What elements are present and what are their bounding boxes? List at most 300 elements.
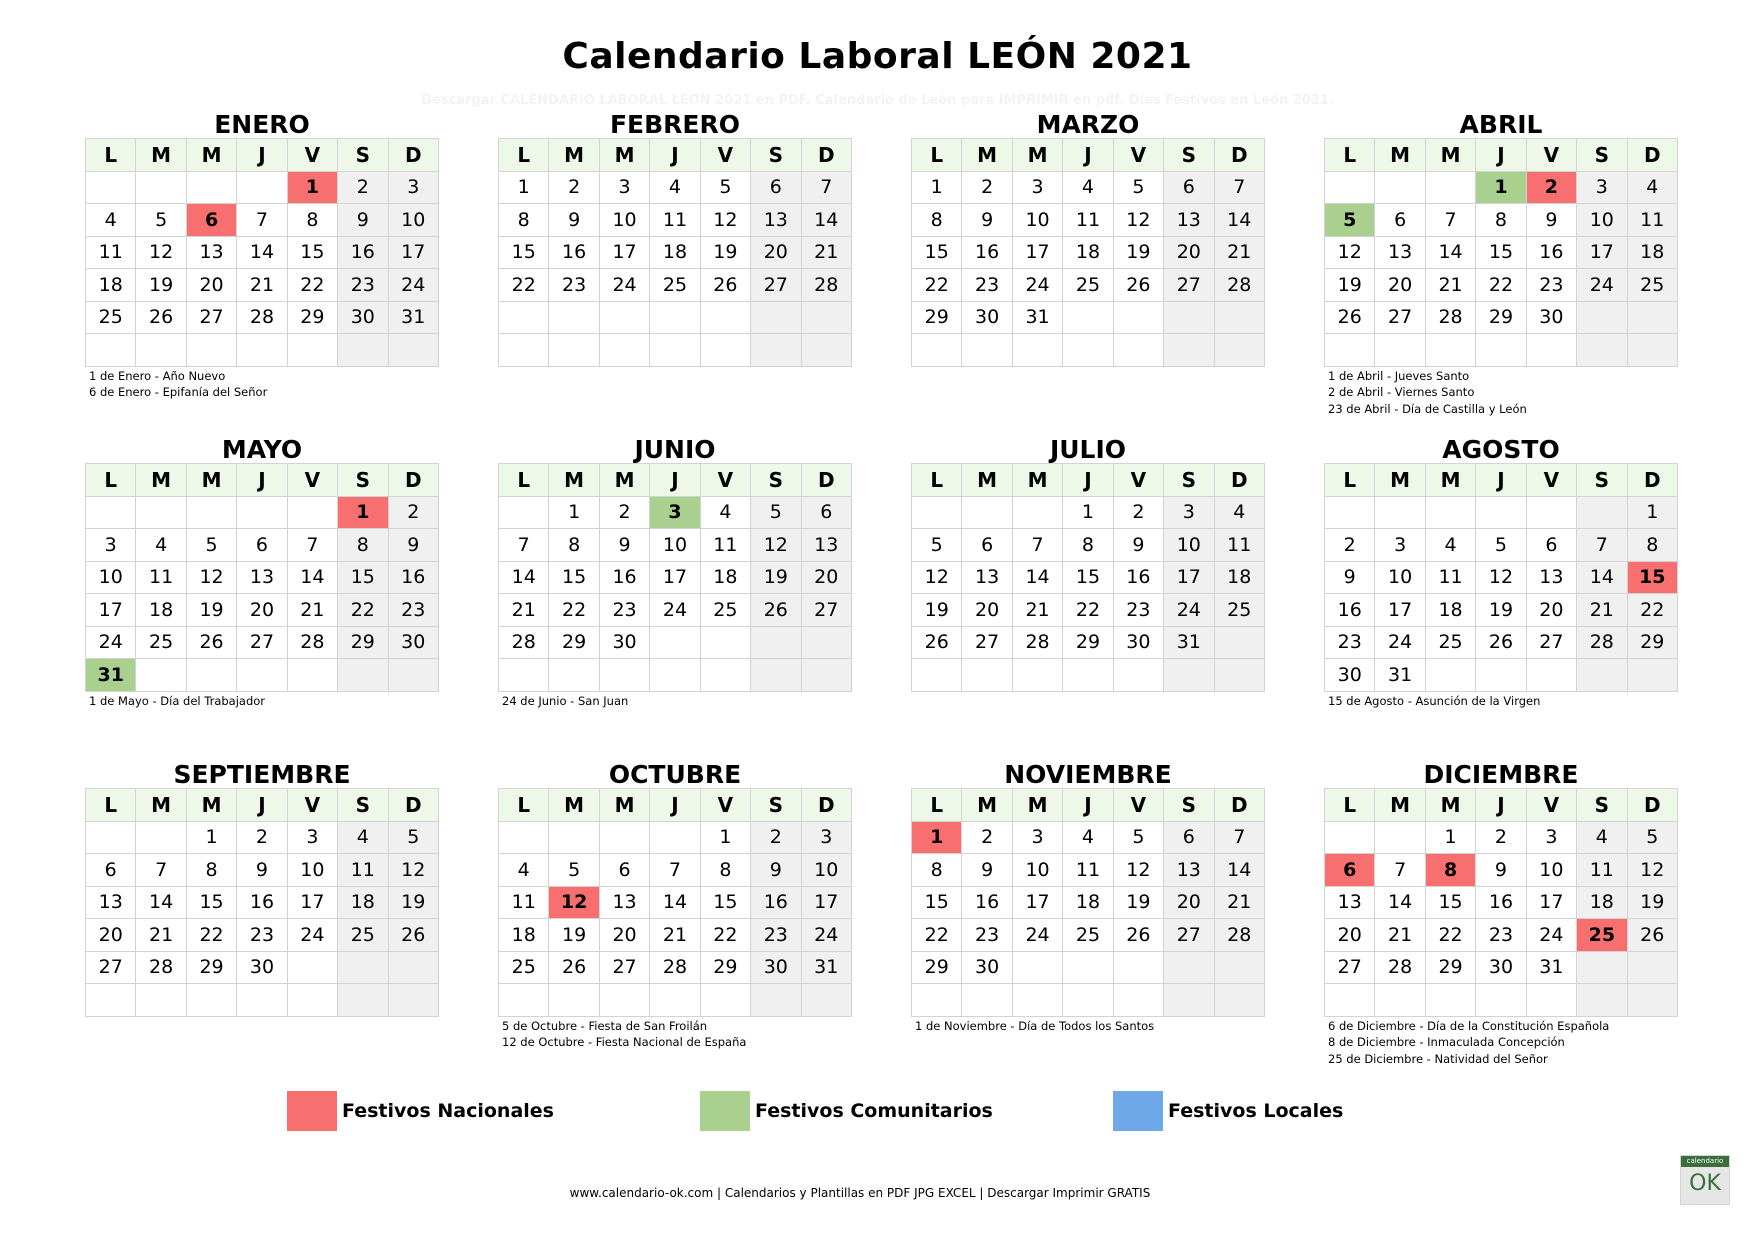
weekday-header: S: [1577, 789, 1627, 822]
holiday-notes: [498, 1018, 852, 1051]
day-cell: 8: [912, 854, 962, 887]
weekday-header: L: [1325, 139, 1375, 172]
day-cell: 1: [186, 821, 236, 854]
day-cell: 26: [1113, 919, 1163, 952]
month-table: [85, 463, 439, 692]
weekday-header: V: [1113, 789, 1163, 822]
week-row: [499, 919, 852, 952]
week-row: [1325, 236, 1678, 269]
empty-cell: [751, 334, 801, 367]
day-cell: 20: [1164, 236, 1214, 269]
week-row: [912, 659, 1265, 692]
week-row: [86, 626, 439, 659]
empty-cell: [1577, 301, 1627, 334]
day-cell: 11: [499, 886, 549, 919]
week-row: [1325, 659, 1678, 692]
holiday-note: 5 de Octubre - Fiesta de San Froilán: [502, 1018, 708, 1033]
day-cell: 6: [1375, 204, 1425, 237]
day-cell: 21: [1375, 919, 1425, 952]
day-cell: 28: [650, 951, 700, 984]
day-cell: 31: [801, 951, 851, 984]
day-cell: 30: [962, 951, 1012, 984]
day-cell: 27: [1526, 626, 1576, 659]
day-cell: 17: [1164, 561, 1214, 594]
day-cell: 25: [499, 951, 549, 984]
week-row: [499, 821, 852, 854]
day-cell: 21: [1577, 594, 1627, 627]
weekday-header: S: [1164, 464, 1214, 497]
weekday-header: V: [700, 464, 750, 497]
day-cell: 2: [962, 171, 1012, 204]
day-cell: 27: [801, 594, 851, 627]
week-row: [86, 951, 439, 984]
empty-cell: [186, 171, 236, 204]
week-row: [912, 529, 1265, 562]
weekday-header: S: [751, 139, 801, 172]
day-cell: 27: [962, 626, 1012, 659]
weekday-header: J: [650, 464, 700, 497]
week-row: [86, 171, 439, 204]
weekday-header: L: [86, 139, 136, 172]
day-cell: 14: [136, 886, 186, 919]
day-cell: 18: [86, 269, 136, 302]
weekday-header: V: [1113, 464, 1163, 497]
empty-cell: [1214, 334, 1264, 367]
day-cell: 18: [1425, 594, 1475, 627]
day-cell: 24: [1164, 594, 1214, 627]
week-row: [499, 561, 852, 594]
holiday-day-cell: 12: [549, 886, 599, 919]
day-cell: 14: [287, 561, 337, 594]
day-cell: 6: [962, 529, 1012, 562]
empty-cell: [801, 334, 851, 367]
weekday-header: L: [1325, 464, 1375, 497]
day-cell: 6: [1526, 529, 1576, 562]
day-cell: 9: [599, 529, 649, 562]
empty-cell: [1476, 496, 1526, 529]
week-row: [499, 171, 852, 204]
day-cell: 4: [1214, 496, 1264, 529]
day-cell: 14: [1214, 854, 1264, 887]
weekday-header: M: [599, 464, 649, 497]
day-cell: 20: [1526, 594, 1576, 627]
day-cell: 13: [1375, 236, 1425, 269]
empty-cell: [1214, 626, 1264, 659]
day-cell: 12: [388, 854, 438, 887]
day-cell: 25: [1425, 626, 1475, 659]
day-cell: 13: [237, 561, 287, 594]
day-cell: 4: [136, 529, 186, 562]
empty-cell: [549, 821, 599, 854]
day-cell: 20: [599, 919, 649, 952]
month-table: [911, 138, 1265, 367]
empty-cell: [1577, 951, 1627, 984]
day-cell: 27: [86, 951, 136, 984]
week-row: [912, 951, 1265, 984]
day-cell: 30: [1476, 951, 1526, 984]
weekday-header-row: [1325, 789, 1678, 822]
empty-cell: [1164, 301, 1214, 334]
day-cell: 21: [1012, 594, 1062, 627]
holiday-note: 15 de Agosto - Asunción de la Virgen: [1328, 693, 1541, 708]
day-cell: 13: [1325, 886, 1375, 919]
day-cell: 28: [1425, 301, 1475, 334]
day-cell: 5: [1476, 529, 1526, 562]
empty-cell: [1577, 496, 1627, 529]
empty-cell: [1113, 984, 1163, 1017]
weekday-header: V: [1113, 139, 1163, 172]
day-cell: 29: [700, 951, 750, 984]
day-cell: 30: [962, 301, 1012, 334]
day-cell: 20: [751, 236, 801, 269]
holiday-note: 1 de Noviembre - Día de Todos los Santos: [915, 1018, 1155, 1033]
weekday-header: V: [700, 139, 750, 172]
empty-cell: [599, 301, 649, 334]
empty-cell: [700, 984, 750, 1017]
month-name: DICIEMBRE: [1423, 760, 1579, 789]
month-table: [85, 138, 439, 367]
weekday-header: V: [287, 139, 337, 172]
legend-label-locales: Festivos Locales: [1168, 1100, 1344, 1122]
empty-cell: [650, 984, 700, 1017]
month-mayo: [85, 435, 439, 709]
day-cell: 11: [1577, 854, 1627, 887]
day-cell: 25: [136, 626, 186, 659]
weekday-header: V: [1526, 464, 1576, 497]
weekday-header: J: [237, 464, 287, 497]
day-cell: 10: [388, 204, 438, 237]
day-cell: 20: [1375, 269, 1425, 302]
empty-cell: [1113, 659, 1163, 692]
empty-cell: [338, 984, 388, 1017]
holiday-note: 8 de Diciembre - Inmaculada Concepción: [1328, 1035, 1565, 1049]
day-cell: 16: [751, 886, 801, 919]
day-cell: 12: [1476, 561, 1526, 594]
month-name: NOVIEMBRE: [1004, 760, 1172, 789]
day-cell: 20: [801, 561, 851, 594]
empty-cell: [1164, 659, 1214, 692]
day-cell: 5: [1627, 821, 1677, 854]
day-cell: 11: [86, 236, 136, 269]
day-cell: 17: [650, 561, 700, 594]
day-cell: 10: [1577, 204, 1627, 237]
day-cell: 4: [499, 854, 549, 887]
day-cell: 6: [1164, 171, 1214, 204]
empty-cell: [287, 334, 337, 367]
day-cell: 15: [186, 886, 236, 919]
day-cell: 15: [700, 886, 750, 919]
day-cell: 8: [499, 204, 549, 237]
day-cell: 19: [751, 561, 801, 594]
day-cell: 9: [549, 204, 599, 237]
day-cell: 27: [1325, 951, 1375, 984]
day-cell: 26: [751, 594, 801, 627]
week-row: [86, 236, 439, 269]
day-cell: 28: [801, 269, 851, 302]
day-cell: 5: [912, 529, 962, 562]
week-row: [499, 334, 852, 367]
day-cell: 12: [1113, 204, 1163, 237]
day-cell: 5: [388, 821, 438, 854]
day-cell: 18: [1627, 236, 1677, 269]
week-row: [499, 204, 852, 237]
holiday-note: 6 de Diciembre - Día de la Constitución Española: [1328, 1018, 1610, 1033]
empty-cell: [962, 984, 1012, 1017]
day-cell: 12: [1627, 854, 1677, 887]
month-name: AGOSTO: [1442, 435, 1560, 464]
day-cell: 16: [388, 561, 438, 594]
legend-comunitarios: [700, 1091, 993, 1131]
week-row: [86, 919, 439, 952]
empty-cell: [499, 821, 549, 854]
day-cell: 15: [912, 886, 962, 919]
empty-cell: [136, 334, 186, 367]
empty-cell: [1164, 951, 1214, 984]
day-cell: 11: [1063, 204, 1113, 237]
day-cell: 1: [912, 171, 962, 204]
day-cell: 7: [237, 204, 287, 237]
week-row: [1325, 594, 1678, 627]
holiday-notes: [85, 368, 439, 401]
month-name: OCTUBRE: [608, 760, 742, 789]
week-row: [499, 984, 852, 1017]
calendario-ok-logo[interactable]: [1680, 1155, 1730, 1205]
week-row: [912, 301, 1265, 334]
month-octubre: [498, 760, 852, 1051]
week-row: [912, 854, 1265, 887]
legend-label-nacionales: Festivos Nacionales: [342, 1100, 554, 1122]
day-cell: 17: [287, 886, 337, 919]
day-cell: 5: [549, 854, 599, 887]
day-cell: 9: [388, 529, 438, 562]
week-row: [1325, 269, 1678, 302]
day-cell: 23: [338, 269, 388, 302]
day-cell: 11: [1214, 529, 1264, 562]
legend-label-comunitarios: Festivos Comunitarios: [755, 1100, 993, 1122]
weekday-header: J: [237, 139, 287, 172]
weekday-header-row: [912, 464, 1265, 497]
weekday-header: M: [962, 139, 1012, 172]
weekday-header: J: [1063, 789, 1113, 822]
day-cell: 22: [1476, 269, 1526, 302]
week-row: [86, 301, 439, 334]
weekday-header: M: [549, 139, 599, 172]
day-cell: 29: [1425, 951, 1475, 984]
day-cell: 7: [1214, 821, 1264, 854]
empty-cell: [650, 334, 700, 367]
day-cell: 29: [1063, 626, 1113, 659]
day-cell: 4: [700, 496, 750, 529]
weekday-header: M: [962, 464, 1012, 497]
empty-cell: [1063, 659, 1113, 692]
day-cell: 26: [1476, 626, 1526, 659]
day-cell: 18: [1577, 886, 1627, 919]
day-cell: 26: [186, 626, 236, 659]
empty-cell: [1526, 496, 1576, 529]
day-cell: 10: [650, 529, 700, 562]
day-cell: 8: [549, 529, 599, 562]
week-row: [912, 334, 1265, 367]
empty-cell: [186, 659, 236, 692]
empty-cell: [338, 659, 388, 692]
day-cell: 21: [237, 269, 287, 302]
day-cell: 17: [1012, 886, 1062, 919]
empty-cell: [499, 984, 549, 1017]
day-cell: 19: [912, 594, 962, 627]
day-cell: 3: [1164, 496, 1214, 529]
day-cell: 22: [338, 594, 388, 627]
day-cell: 10: [287, 854, 337, 887]
holiday-notes: [1324, 368, 1678, 418]
week-row: [1325, 951, 1678, 984]
day-cell: 9: [1476, 854, 1526, 887]
holiday-day-cell: 8: [1425, 854, 1475, 887]
day-cell: 15: [549, 561, 599, 594]
day-cell: 22: [912, 919, 962, 952]
week-row: [86, 529, 439, 562]
empty-cell: [1577, 334, 1627, 367]
week-row: [499, 529, 852, 562]
day-cell: 23: [1325, 626, 1375, 659]
weekday-header: M: [1012, 464, 1062, 497]
holiday-note: 24 de Junio - San Juan: [502, 693, 629, 708]
week-row: [499, 854, 852, 887]
empty-cell: [1425, 496, 1475, 529]
weekday-header: L: [912, 464, 962, 497]
day-cell: 7: [1425, 204, 1475, 237]
weekday-header: S: [338, 139, 388, 172]
day-cell: 23: [962, 269, 1012, 302]
day-cell: 4: [338, 821, 388, 854]
day-cell: 17: [1577, 236, 1627, 269]
day-cell: 16: [1113, 561, 1163, 594]
empty-cell: [801, 301, 851, 334]
day-cell: 11: [700, 529, 750, 562]
day-cell: 23: [1113, 594, 1163, 627]
month-table: [85, 788, 439, 1017]
day-cell: 10: [86, 561, 136, 594]
day-cell: 8: [1627, 529, 1677, 562]
weekday-header: M: [1425, 789, 1475, 822]
empty-cell: [1476, 334, 1526, 367]
weekday-header: V: [287, 464, 337, 497]
day-cell: 16: [338, 236, 388, 269]
day-cell: 10: [599, 204, 649, 237]
day-cell: 26: [1325, 301, 1375, 334]
weekday-header: J: [237, 789, 287, 822]
empty-cell: [700, 626, 750, 659]
holiday-day-cell: 1: [287, 171, 337, 204]
day-cell: 8: [1063, 529, 1113, 562]
weekday-header: L: [912, 139, 962, 172]
week-row: [912, 886, 1265, 919]
day-cell: 11: [338, 854, 388, 887]
empty-cell: [1214, 659, 1264, 692]
week-row: [86, 204, 439, 237]
day-cell: 21: [1214, 236, 1264, 269]
day-cell: 14: [1577, 561, 1627, 594]
empty-cell: [751, 659, 801, 692]
day-cell: 20: [962, 594, 1012, 627]
empty-cell: [700, 659, 750, 692]
day-cell: 18: [338, 886, 388, 919]
empty-cell: [751, 626, 801, 659]
day-cell: 19: [1113, 886, 1163, 919]
day-cell: 29: [1476, 301, 1526, 334]
day-cell: 4: [1063, 171, 1113, 204]
weekday-header: M: [1375, 789, 1425, 822]
weekday-header: S: [1164, 139, 1214, 172]
day-cell: 28: [1577, 626, 1627, 659]
legend-nacionales: [287, 1091, 554, 1131]
empty-cell: [1375, 821, 1425, 854]
month-name: MAYO: [221, 435, 303, 464]
week-row: [1325, 529, 1678, 562]
empty-cell: [338, 951, 388, 984]
day-cell: 14: [237, 236, 287, 269]
month-table: [498, 463, 852, 692]
weekday-header: S: [338, 789, 388, 822]
day-cell: 14: [499, 561, 549, 594]
day-cell: 11: [1627, 204, 1677, 237]
empty-cell: [1214, 951, 1264, 984]
day-cell: 13: [1164, 854, 1214, 887]
page-title: Calendario Laboral LEÓN 2021: [562, 36, 1193, 77]
week-row: [912, 626, 1265, 659]
day-cell: 24: [1012, 269, 1062, 302]
empty-cell: [801, 626, 851, 659]
empty-cell: [136, 821, 186, 854]
week-row: [86, 594, 439, 627]
day-cell: 21: [136, 919, 186, 952]
day-cell: 19: [700, 236, 750, 269]
day-cell: 3: [599, 171, 649, 204]
day-cell: 30: [751, 951, 801, 984]
day-cell: 19: [1627, 886, 1677, 919]
day-cell: 12: [912, 561, 962, 594]
weekday-header-row: [499, 789, 852, 822]
day-cell: 18: [700, 561, 750, 594]
day-cell: 9: [338, 204, 388, 237]
day-cell: 8: [338, 529, 388, 562]
empty-cell: [549, 984, 599, 1017]
day-cell: 28: [1214, 269, 1264, 302]
week-row: [912, 821, 1265, 854]
empty-cell: [338, 334, 388, 367]
empty-cell: [1063, 301, 1113, 334]
day-cell: 25: [1214, 594, 1264, 627]
weekday-header: M: [962, 789, 1012, 822]
holiday-notes: [498, 693, 852, 710]
day-cell: 23: [599, 594, 649, 627]
day-cell: 23: [1526, 269, 1576, 302]
day-cell: 19: [1325, 269, 1375, 302]
weekday-header: L: [912, 789, 962, 822]
week-row: [499, 236, 852, 269]
empty-cell: [237, 659, 287, 692]
week-row: [1325, 984, 1678, 1017]
day-cell: 19: [136, 269, 186, 302]
day-cell: 22: [1627, 594, 1677, 627]
day-cell: 15: [287, 236, 337, 269]
logo-top-text: calendario: [1681, 1156, 1729, 1167]
week-row: [912, 594, 1265, 627]
day-cell: 17: [86, 594, 136, 627]
empty-cell: [801, 659, 851, 692]
day-cell: 16: [599, 561, 649, 594]
month-name: FEBRERO: [609, 110, 741, 139]
empty-cell: [388, 334, 438, 367]
